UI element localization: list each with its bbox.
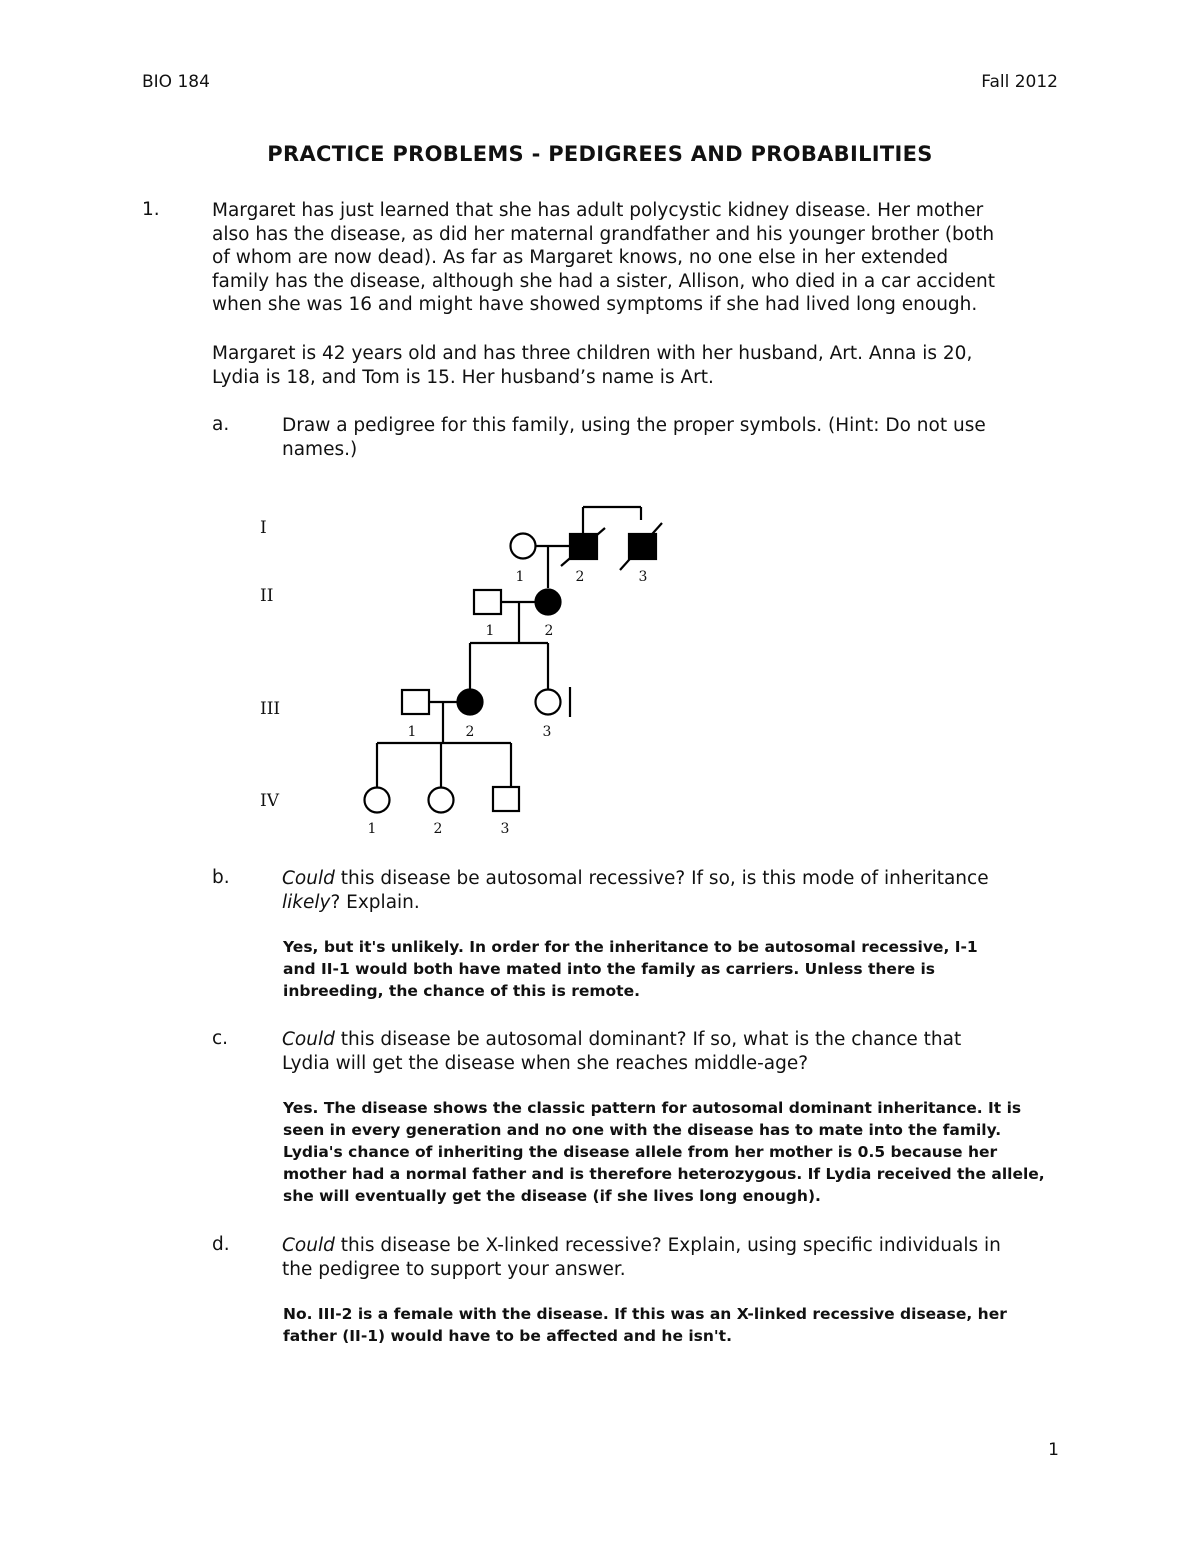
male-unaffected-II-1 <box>474 590 501 614</box>
text-line: also has the disease, as did her maternal grandfather and his younger brother (both <box>212 223 995 245</box>
answer-line: mother had a normal father and is therefore heterozygous. If Lydia received the allele, <box>283 1165 1045 1183</box>
text-line: Lydia will get the disease when she reaches middle-age? <box>282 1052 809 1074</box>
text-run: this disease be autosomal dominant? If so, what is the chance that <box>334 1029 962 1050</box>
answer-line: seen in every generation and no one with the disease has to mate into the family. <box>283 1121 1002 1139</box>
text-run: this disease be X-linked recessive? Explain, using specific individuals in <box>334 1235 1001 1256</box>
text-line <box>282 867 1062 891</box>
part-d-answer <box>283 1303 1063 1347</box>
individual-number: 3 <box>542 724 552 740</box>
emphasis: Could <box>282 868 335 889</box>
deceased-slash <box>561 528 605 566</box>
emphasis: likely <box>282 891 331 913</box>
generation-label: II <box>260 586 274 606</box>
individual-number: 1 <box>367 821 377 837</box>
deceased-slash <box>620 523 662 570</box>
text-line: when she was 16 and might have showed symptoms if she had lived long enough. <box>212 294 978 316</box>
male-affected-I-2 <box>570 534 597 559</box>
individual-number: 1 <box>407 724 417 740</box>
answer-line: Yes. The disease shows the classic pattern for autosomal dominant inheritance. It is <box>283 1099 1022 1117</box>
text-run: this disease be autosomal recessive? If so, is this mode of inheritance <box>334 868 989 889</box>
course-label: BIO 184 <box>142 72 210 92</box>
text-line: Margaret has just learned that she has adult polycystic kidney disease. Her mother <box>212 200 984 221</box>
part-c-answer <box>283 1097 1063 1207</box>
answer-line: and II-1 would both have mated into the family as carriers. Unless there is <box>283 960 936 978</box>
generation-label: III <box>260 699 281 719</box>
text-line: the pedigree to support your answer. <box>282 1258 626 1280</box>
individual-number: 1 <box>485 623 495 639</box>
text-line <box>282 1028 1062 1052</box>
individual-number: 2 <box>544 623 554 639</box>
female-unaffected-I-1 <box>511 534 536 559</box>
individual-number: 3 <box>638 569 648 585</box>
emphasis: Could <box>282 1235 335 1256</box>
answer-line: she will eventually get the disease (if she lives long enough). <box>283 1187 821 1205</box>
text-line: family has the disease, although she had a sister, Allison, who died in a car accident <box>212 270 995 292</box>
individual-number: 1 <box>515 569 525 585</box>
text-line: Lydia is 18, and Tom is 15. Her husband’s name is Art. <box>212 366 714 388</box>
individual-number: 2 <box>575 569 585 585</box>
page-number: 1 <box>1048 1440 1059 1460</box>
generation-label: I <box>260 518 267 538</box>
male-affected-I-3 <box>629 534 656 559</box>
part-d-letter: d. <box>212 1234 230 1255</box>
text-line <box>282 891 1062 915</box>
individual-number: 2 <box>433 821 443 837</box>
part-c-question <box>282 1028 1062 1075</box>
part-b-question <box>282 867 1062 914</box>
male-unaffected-III-1 <box>402 690 429 714</box>
female-unaffected-IV-1 <box>365 788 390 813</box>
male-unaffected-IV-3 <box>493 787 519 811</box>
text-line: Margaret is 42 years old and has three children with her husband, Art. Anna is 20, <box>212 343 973 364</box>
female-unaffected-IV-2 <box>429 788 454 813</box>
answer-line: father (II-1) would have to be affected and he isn't. <box>283 1327 732 1345</box>
part-d-question <box>282 1234 1062 1281</box>
text-line: names.) <box>282 438 358 460</box>
part-c-letter: c. <box>212 1028 229 1049</box>
problem-number: 1. <box>142 199 160 220</box>
answer-line: No. III-2 is a female with the disease. If this was an X-linked recessive disease, her <box>283 1305 1007 1323</box>
text-line: of whom are now dead). As far as Margaret knows, no one else in her extended <box>212 247 949 269</box>
answer-line: Lydia's chance of inheriting the disease allele from her mother is 0.5 because her <box>283 1143 998 1161</box>
generation-label: IV <box>260 791 279 811</box>
part-a-question <box>282 414 1062 461</box>
text-line: Draw a pedigree for this family, using the proper symbols. (Hint: Do not use <box>282 415 986 436</box>
problem-paragraph-2 <box>212 342 1072 389</box>
individual-number: 2 <box>465 724 475 740</box>
text-run: ? Explain. <box>330 891 420 913</box>
answer-line: Yes, but it's unlikely. In order for the inheritance to be autosomal recessive, I-1 <box>283 938 978 956</box>
answer-line: inbreeding, the chance of this is remote. <box>283 982 640 1000</box>
page-title: PRACTICE PROBLEMS - PEDIGREES AND PROBABILITIES <box>267 142 933 166</box>
term-label: Fall 2012 <box>981 72 1058 92</box>
text-line <box>282 1234 1062 1258</box>
part-b-letter: b. <box>212 867 230 888</box>
emphasis: Could <box>282 1029 335 1050</box>
part-a-letter: a. <box>212 414 230 435</box>
female-affected-II-2 <box>536 590 561 615</box>
part-b-answer <box>283 936 1063 1002</box>
female-affected-III-2 <box>458 690 483 715</box>
individual-number: 3 <box>500 821 510 837</box>
problem-paragraph-1 <box>212 199 1072 317</box>
female-unaffected-III-3 <box>536 690 561 715</box>
